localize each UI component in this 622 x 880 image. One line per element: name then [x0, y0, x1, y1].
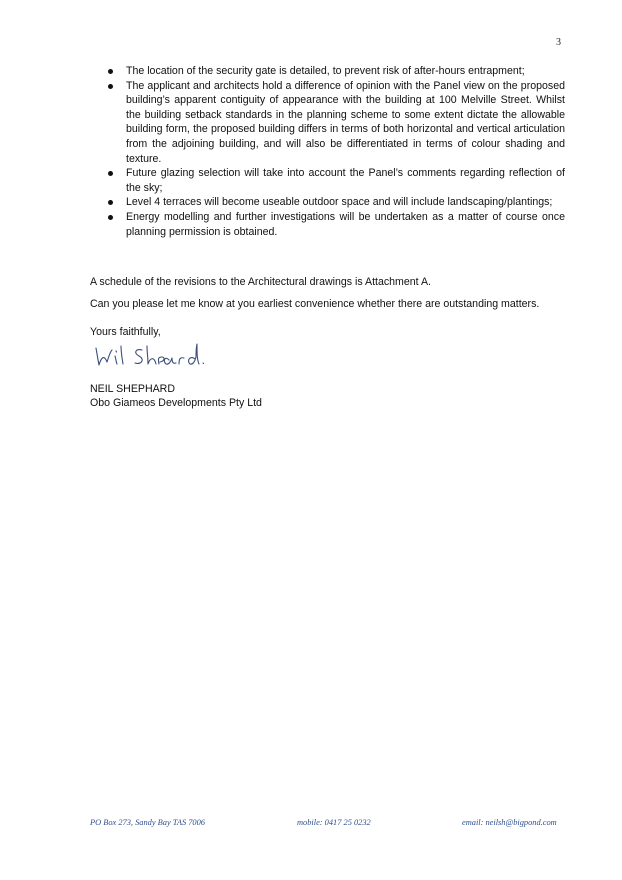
footer-mobile: mobile: 0417 25 0232	[297, 818, 371, 827]
bullet-icon	[108, 215, 113, 220]
list-item	[90, 79, 565, 167]
bullet-icon	[108, 171, 113, 176]
bullet-list	[90, 64, 565, 239]
list-item-text: The applicant and architects hold a difference of opinion with the Panel view on the proposed building’s apparent contiguity of appearance with the building at 100 Melville Street. Whilst the building setback standards in the planning scheme to some extent dictate the allowable building form, the proposed building differs in terms of both horizontal and vertical articulation from the adjoining building, and will also be differentiated in terms of colour shading and texture.	[126, 79, 565, 165]
list-item	[90, 166, 565, 195]
signer-name: NEIL SHEPHARD	[90, 383, 175, 395]
list-item-text: Energy modelling and further investigations will be undertaken as a matter of course once planning permission is obtained.	[126, 210, 565, 238]
list-item	[90, 210, 565, 239]
list-item-text: The location of the security gate is detailed, to prevent risk of after-hours entrapment;	[126, 65, 525, 77]
handwritten-signature	[92, 340, 222, 375]
list-item-text: Level 4 terraces will become useable outdoor space and will include landscaping/plantings;	[126, 196, 553, 209]
signer-company: Obo Giameos Developments Pty Ltd	[90, 397, 262, 409]
list-item-text: Future glazing selection will take into account the Panel’s comments regarding reflection of the sky;	[126, 167, 565, 194]
closing-salutation: Yours faithfully,	[90, 326, 161, 338]
bullet-icon	[108, 69, 113, 74]
bullet-icon	[108, 84, 113, 89]
footer-address: PO Box 273, Sandy Bay TAS 7006	[90, 818, 205, 827]
list-item	[90, 64, 565, 79]
schedule-paragraph: A schedule of the revisions to the Architectural drawings is Attachment A.	[90, 276, 431, 288]
page-number: 3	[556, 37, 561, 48]
bullet-icon	[108, 200, 113, 205]
request-paragraph: Can you please let me know at you earliest convenience whether there are outstanding matters.	[90, 298, 540, 310]
footer-email: email: neilsh@bigpond.com	[462, 818, 557, 827]
signature-icon	[92, 340, 222, 370]
list-item	[90, 195, 565, 210]
